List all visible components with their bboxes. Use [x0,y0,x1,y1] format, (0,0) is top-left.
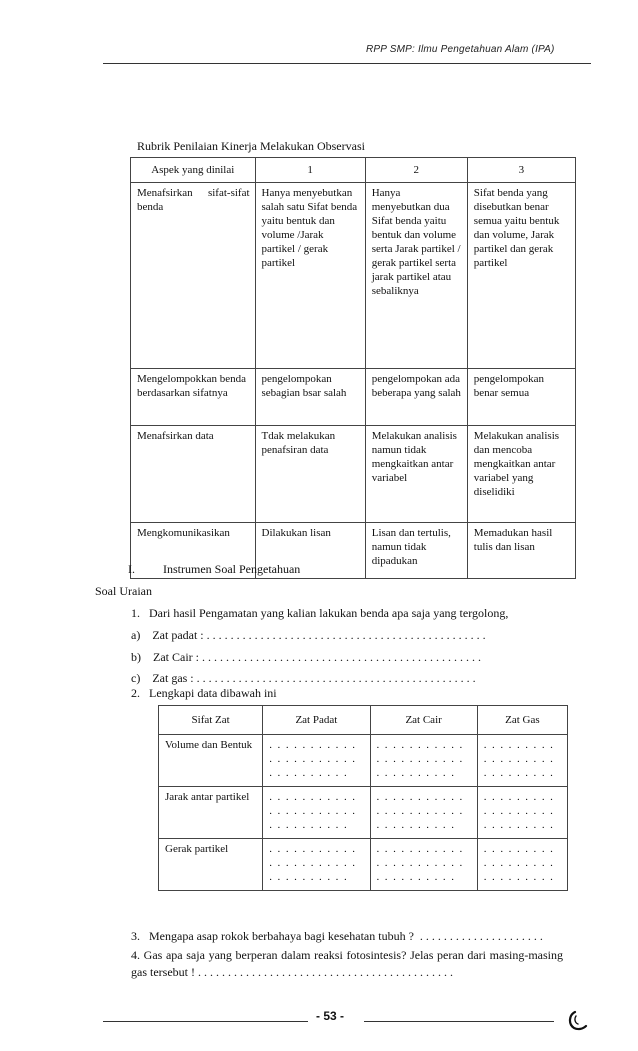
question-2: 2. Lengkapi data dibawah ini [131,686,277,700]
rubric-col-aspect: Aspek yang dinilai [131,158,256,183]
col-zat-padat: Zat Padat [263,706,370,735]
table-cell: Melakukan analisis namun tidak mengkaitkan antar variabel [365,426,467,523]
rubric-header-row [131,158,576,183]
table-cell: Hanya menyebutkan dua Sifat benda yaitu bentuk dan volume serta Jarak partikel / gerak partikel serta jarak partikel atau sebaliknya [365,183,467,369]
answer-blank: . . . . . . . . . . . . . . . . . . . . . . . . . . . [477,787,567,839]
running-header: RPP SMP: Ilmu Pengetahuan Alam (IPA) [366,44,555,55]
table-cell: Sifat benda yang disebutkan benar semua yaitu bentuk dan volume, Jarak partikel dan gerak partikel [467,183,575,369]
table-cell: Lisan dan tertulis, namun tidak dipadukan [365,523,467,579]
table-cell: Mengkomunikasikan [131,523,256,579]
table-cell: Gerak partikel [159,839,263,891]
header-rule [103,63,591,64]
page-curl-icon [566,1010,588,1032]
table-row [131,183,576,369]
table-row [131,369,576,426]
table-cell: Dilakukan lisan [255,523,365,579]
soal-uraian-heading: Soal Uraian [95,584,152,598]
table-cell: Volume dan Bentuk [159,735,263,787]
rubric-col-2: 2 [365,158,467,183]
footer-rule-left [103,1021,308,1022]
table-cell: pengelompokan ada beberapa yang salah [365,369,467,426]
table-cell: Menafsirkan data [131,426,256,523]
col-zat-gas: Zat Gas [477,706,567,735]
table-row [159,735,568,787]
rubric-title: Rubrik Penilaian Kinerja Melakukan Observasi [137,139,365,153]
answer-blank: . . . . . . . . . . . . . . . . . . . . . . . . . . . . . . . . [263,787,370,839]
rubric-table [130,157,576,579]
question-1c: c) Zat gas : . . . . . . . . . . . . . . . . . . . . . . . . . . . . . . . . . . . . . . . . . . . . . . . [131,671,476,685]
col-sifat-zat: Sifat Zat [159,706,263,735]
question-3: 3. Mengapa asap rokok berbahaya bagi kesehatan tubuh ? . . . . . . . . . . . . . . . . . . . . . [131,929,543,943]
table-cell: Jarak antar partikel [159,787,263,839]
table-row [159,839,568,891]
table-cell: Melakukan analisis dan mencoba mengkaitkan antar variabel yang diselidiki [467,426,575,523]
table-cell: pengelompokan sebagian bsar salah [255,369,365,426]
section-heading [128,562,300,577]
section-title: Instrumen Soal Pengetahuan [163,562,301,576]
answer-blank: . . . . . . . . . . . . . . . . . . . . . . . . . . . . . . . . [370,735,477,787]
table-row [131,426,576,523]
table-cell: Memadukan hasil tulis dan lisan [467,523,575,579]
question-1a: a) Zat padat : . . . . . . . . . . . . . . . . . . . . . . . . . . . . . . . . . . . . . . . . . . . . . . . [131,628,486,642]
question-4: 4. Gas apa saja yang berperan dalam reaksi fotosintesis? Jelas peran dari masing-masing gas tersebut ! . . . . . . . . . . . . . . . . . . . . . . . . . . . . . . . . . . . . . . . . . . . [131,948,563,979]
question-1: 1. Dari hasil Pengamatan yang kalian lakukan benda apa saja yang tergolong, [131,606,509,620]
answer-blank: . . . . . . . . . . . . . . . . . . . . . . . . . . . . . . . . [370,839,477,891]
rubric-col-1: 1 [255,158,365,183]
table-row [159,787,568,839]
table-cell: Hanya menyebutkan salah satu Sifat benda yaitu bentuk dan volume /Jarak partikel / gerak partikel [255,183,365,369]
answer-blank: . . . . . . . . . . . . . . . . . . . . . . . . . . . . . . . . [263,839,370,891]
table-cell: Menafsirkan sifat-sifat benda [131,183,256,369]
page-number: - 53 - [316,1009,345,1023]
properties-table [158,705,568,891]
answer-blank: . . . . . . . . . . . . . . . . . . . . . . . . . . . . . . . . [263,735,370,787]
footer-rule-right [364,1021,554,1022]
rubric-col-3: 3 [467,158,575,183]
section-number: I. [128,562,135,576]
table-cell: Mengelompokkan benda berdasarkan sifatnya [131,369,256,426]
answer-blank: . . . . . . . . . . . . . . . . . . . . . . . . . . . [477,735,567,787]
col-zat-cair: Zat Cair [370,706,477,735]
answer-blank: . . . . . . . . . . . . . . . . . . . . . . . . . . . [477,839,567,891]
answer-blank: . . . . . . . . . . . . . . . . . . . . . . . . . . . . . . . . [370,787,477,839]
properties-header-row [159,706,568,735]
table-cell: Tdak melakukan penafsiran data [255,426,365,523]
table-cell: pengelompokan benar semua [467,369,575,426]
question-1b: b) Zat Cair : . . . . . . . . . . . . . . . . . . . . . . . . . . . . . . . . . . . . . . . . . . . . . . . [131,650,481,664]
